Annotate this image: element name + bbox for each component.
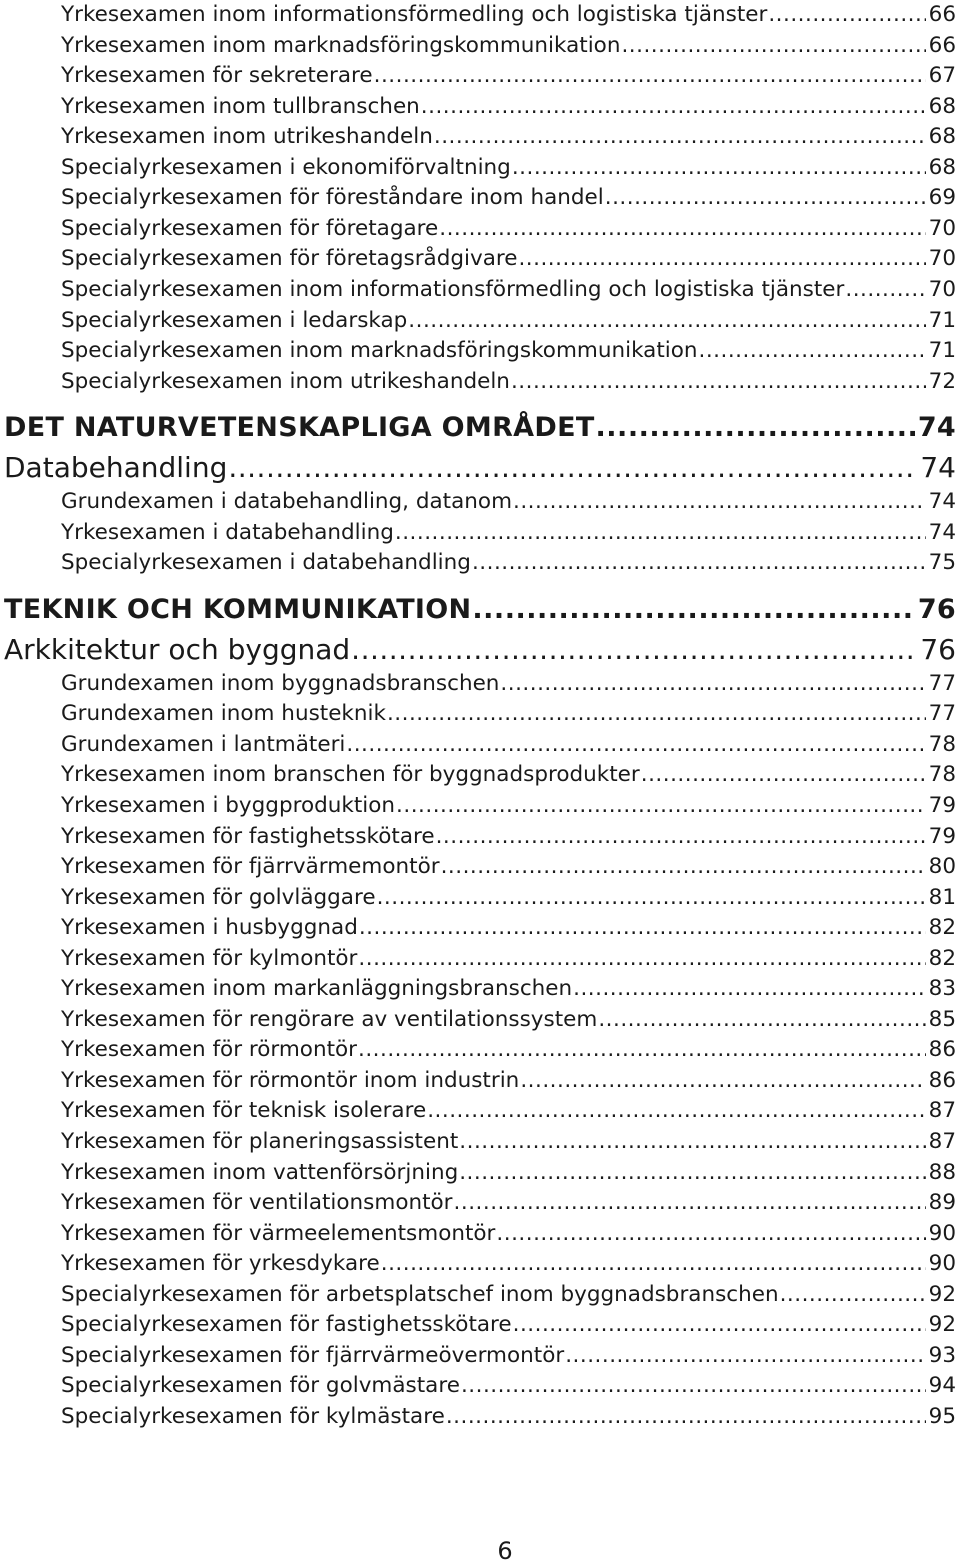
toc-entry-title: Arkkitektur och byggnad — [4, 631, 351, 669]
toc-entry-page: 75 — [928, 550, 956, 575]
toc-entry — [61, 0, 956, 30]
toc-entry-title: Yrkesexamen för fjärrvärmemontör — [61, 852, 441, 882]
toc-subsection-heading — [4, 631, 956, 669]
toc-leader-dots — [500, 669, 925, 699]
toc-entry — [61, 1127, 956, 1157]
toc-entry-title: Databehandling — [4, 449, 228, 487]
toc-entry-title: Yrkesexamen inom utrikeshandeln — [61, 122, 434, 152]
toc-entry-page: 66 — [928, 33, 956, 58]
toc-entry — [61, 1402, 956, 1432]
toc-entry-page: 80 — [928, 854, 956, 879]
toc-entry — [61, 487, 956, 517]
toc-leader-dots — [845, 275, 925, 305]
toc-leader-dots — [596, 409, 915, 447]
toc-entry-title: Yrkesexamen för rörmontör — [61, 1035, 358, 1065]
toc-entry-title: Yrkesexamen inom marknadsföringskommunikation — [61, 31, 621, 61]
toc-entry-page: 79 — [928, 793, 956, 818]
toc-entry-title: Specialyrkesexamen för golvmästare — [61, 1371, 461, 1401]
toc-entry — [61, 944, 956, 974]
toc-leader-dots — [598, 1005, 925, 1035]
toc-entry-page: 90 — [928, 1221, 956, 1246]
toc-entry-title: Yrkesexamen för rengörare av ventilationssystem — [61, 1005, 598, 1035]
toc-leader-dots — [434, 122, 926, 152]
toc-entry-title: Yrkesexamen inom vattenförsörjning — [61, 1158, 459, 1188]
toc-entry-page: 78 — [928, 762, 956, 787]
toc-entry-title: Specialyrkesexamen för fjärrvärmeövermontör — [61, 1341, 565, 1371]
toc-entry — [61, 518, 956, 548]
toc-entry-page: 78 — [928, 732, 956, 757]
toc-leader-dots — [573, 974, 926, 1004]
toc-entry — [61, 669, 956, 699]
toc-entry-page: 67 — [928, 63, 956, 88]
toc-entry-page: 77 — [928, 701, 956, 726]
toc-entry-title: Specialyrkesexamen för fastighetsskötare — [61, 1310, 513, 1340]
toc-leader-dots — [421, 92, 926, 122]
toc-entry-title: Yrkesexamen inom tullbranschen — [61, 92, 421, 122]
toc-leader-dots — [374, 61, 926, 91]
toc-entry-title: Specialyrkesexamen för arbetsplatschef inom byggnadsbranschen — [61, 1280, 780, 1310]
toc-entry-title: Specialyrkesexamen i ledarskap — [61, 306, 408, 336]
toc-entry — [61, 1249, 956, 1279]
toc-entry-page: 68 — [928, 94, 956, 119]
toc-entry — [61, 214, 956, 244]
toc-entry-page: 74 — [928, 489, 956, 514]
toc-entry-page: 90 — [928, 1251, 956, 1276]
toc-entry-title: DET NATURVETENSKAPLIGA OMRÅDET — [4, 409, 596, 447]
toc-entry — [61, 883, 956, 913]
toc-entry-title: Grundexamen i lantmäteri — [61, 730, 346, 760]
toc-entry-page: 82 — [928, 915, 956, 940]
toc-leader-dots — [358, 944, 925, 974]
toc-entry-page: 74 — [920, 451, 956, 484]
toc-entry — [61, 61, 956, 91]
toc-entry-page: 93 — [928, 1343, 956, 1368]
toc-leader-dots — [472, 548, 926, 578]
toc-leader-dots — [427, 1096, 925, 1126]
toc-entry — [61, 31, 956, 61]
toc-entry-title: Yrkesexamen i husbyggnad — [61, 913, 359, 943]
toc-entry-title: Yrkesexamen för planeringsassistent — [61, 1127, 459, 1157]
toc-leader-dots — [395, 518, 926, 548]
toc-subsection-heading — [4, 449, 956, 487]
toc-entry-title: Yrkesexamen inom informationsförmedling och logistiska tjänster — [61, 0, 768, 30]
toc-entry — [61, 367, 956, 397]
toc-leader-dots — [439, 214, 925, 244]
toc-entry-title: Yrkesexamen för yrkesdykare — [61, 1249, 381, 1279]
toc-entry-page: 86 — [928, 1037, 956, 1062]
toc-entry-page: 92 — [928, 1312, 956, 1337]
toc-leader-dots — [408, 306, 925, 336]
toc-leader-dots — [346, 730, 925, 760]
toc-entry-page: 70 — [928, 246, 956, 271]
toc-entry-title: Yrkesexamen för teknisk isolerare — [61, 1096, 427, 1126]
toc-entry — [61, 1188, 956, 1218]
toc-entry — [61, 1341, 956, 1371]
toc-entry-title: Yrkesexamen inom branschen för byggnadsprodukter — [61, 760, 641, 790]
toc-entry-title: Specialyrkesexamen för företagsrådgivare — [61, 244, 518, 274]
toc-leader-dots — [512, 153, 926, 183]
toc-entry-page: 66 — [928, 2, 956, 27]
toc-entry-title: Yrkesexamen för sekreterare — [61, 61, 374, 91]
toc-entry — [61, 822, 956, 852]
toc-entry-title: Grundexamen inom byggnadsbranschen — [61, 669, 500, 699]
toc-entry — [61, 974, 956, 1004]
toc-entry-page: 86 — [928, 1068, 956, 1093]
toc-leader-dots — [472, 591, 914, 629]
toc-leader-dots — [381, 1249, 926, 1279]
toc-entry — [61, 1158, 956, 1188]
toc-entry — [61, 699, 956, 729]
toc-entry-title: Yrkesexamen för värmeelementsmontör — [61, 1219, 496, 1249]
toc-entry-title: Grundexamen i databehandling, datanom — [61, 487, 513, 517]
toc-entry-page: 68 — [928, 155, 956, 180]
toc-entry-page: 77 — [928, 671, 956, 696]
toc-leader-dots — [496, 1219, 925, 1249]
toc-leader-dots — [228, 449, 917, 487]
toc-entry-title: Specialyrkesexamen inom informationsförmedling och logistiska tjänster — [61, 275, 845, 305]
toc-entry-page: 68 — [928, 124, 956, 149]
toc-leader-dots — [768, 0, 925, 30]
toc-entry — [61, 1219, 956, 1249]
toc-leader-dots — [351, 631, 917, 669]
toc-entry — [61, 730, 956, 760]
toc-entry-page: 83 — [928, 976, 956, 1001]
toc-leader-dots — [565, 1341, 925, 1371]
toc-entry — [61, 1005, 956, 1035]
toc-entry — [61, 1096, 956, 1126]
toc-entry-page: 79 — [928, 824, 956, 849]
toc-entry — [61, 244, 956, 274]
toc-entry-title: Specialyrkesexamen inom utrikeshandeln — [61, 367, 511, 397]
toc-leader-dots — [518, 244, 925, 274]
toc-entry-title: Yrkesexamen för rörmontör inom industrin — [61, 1066, 520, 1096]
toc-entry — [61, 760, 956, 790]
toc-entry-title: Yrkesexamen för ventilationsmontör — [61, 1188, 454, 1218]
toc-entry — [61, 275, 956, 305]
toc-entry-title: Specialyrkesexamen i databehandling — [61, 548, 472, 578]
toc-entry-page: 74 — [928, 520, 956, 545]
toc-leader-dots — [520, 1066, 925, 1096]
toc-entry — [61, 183, 956, 213]
toc-entry — [61, 336, 956, 366]
toc-leader-dots — [621, 31, 925, 61]
toc-entry — [61, 791, 956, 821]
toc-leader-dots — [359, 913, 926, 943]
toc-leader-dots — [511, 367, 926, 397]
toc-leader-dots — [459, 1158, 925, 1188]
toc-entry-title: Specialyrkesexamen för kylmästare — [61, 1402, 446, 1432]
toc-leader-dots — [605, 183, 926, 213]
toc-leader-dots — [436, 822, 926, 852]
toc-entry-page: 70 — [928, 277, 956, 302]
toc-entry-title: Yrkesexamen i byggproduktion — [61, 791, 396, 821]
toc-entry-page: 85 — [928, 1007, 956, 1032]
toc-entry — [61, 852, 956, 882]
toc-entry — [61, 1310, 956, 1340]
toc-leader-dots — [358, 1035, 926, 1065]
toc-entry-title: Specialyrkesexamen för föreståndare inom handel — [61, 183, 605, 213]
toc-entry-page: 72 — [928, 369, 956, 394]
toc-entry-title: Yrkesexamen i databehandling — [61, 518, 395, 548]
toc-entry-page: 71 — [928, 338, 956, 363]
toc-entry — [61, 913, 956, 943]
toc-section-heading — [4, 591, 956, 629]
toc-leader-dots — [446, 1402, 926, 1432]
toc-leader-dots — [513, 487, 926, 517]
toc-entry — [61, 92, 956, 122]
toc-leader-dots — [377, 883, 926, 913]
toc-leader-dots — [454, 1188, 926, 1218]
toc-entry-page: 81 — [928, 885, 956, 910]
toc-entry-page: 95 — [928, 1404, 956, 1429]
toc-leader-dots — [780, 1280, 926, 1310]
toc-leader-dots — [396, 791, 926, 821]
toc-entry-page: 87 — [928, 1098, 956, 1123]
toc-entry-page: 76 — [920, 633, 956, 666]
toc-leader-dots — [513, 1310, 926, 1340]
toc-entry-page: 87 — [928, 1129, 956, 1154]
toc-entry-page: 94 — [928, 1373, 956, 1398]
toc-leader-dots — [641, 760, 926, 790]
toc-entry-title: Specialyrkesexamen för företagare — [61, 214, 439, 244]
toc-entry — [61, 1066, 956, 1096]
toc-leader-dots — [461, 1371, 926, 1401]
toc-entry — [61, 306, 956, 336]
toc-entry-page: 92 — [928, 1282, 956, 1307]
toc-entry-title: Yrkesexamen för kylmontör — [61, 944, 358, 974]
toc-section-heading — [4, 409, 956, 447]
toc-entry-page: 69 — [928, 185, 956, 210]
page-number: 6 — [497, 1537, 513, 1565]
toc-leader-dots — [459, 1127, 925, 1157]
toc-entry-page: 88 — [928, 1160, 956, 1185]
toc-entry-page: 74 — [917, 412, 956, 443]
toc-entry-page: 89 — [928, 1190, 956, 1215]
toc-entry-title: Grundexamen inom husteknik — [61, 699, 387, 729]
toc-entry-title: Specialyrkesexamen inom marknadsföringskommunikation — [61, 336, 699, 366]
toc-entry-title: Specialyrkesexamen i ekonomiförvaltning — [61, 153, 512, 183]
toc-entry-page: 71 — [928, 308, 956, 333]
toc-entry — [61, 1280, 956, 1310]
toc-leader-dots — [387, 699, 926, 729]
toc-entry — [61, 1035, 956, 1065]
toc-entry-title: Yrkesexamen för golvläggare — [61, 883, 377, 913]
toc-entry-page: 76 — [917, 594, 956, 625]
toc-entry — [61, 122, 956, 152]
toc-entry-title: Yrkesexamen för fastighetsskötare — [61, 822, 436, 852]
toc-leader-dots — [699, 336, 926, 366]
toc-entry-title: Yrkesexamen inom markanläggningsbranschen — [61, 974, 573, 1004]
toc-entry-page: 70 — [928, 216, 956, 241]
toc-entry — [61, 153, 956, 183]
toc-entry-title: TEKNIK OCH KOMMUNIKATION — [4, 591, 472, 629]
toc-entry-page: 82 — [928, 946, 956, 971]
toc-leader-dots — [441, 852, 926, 882]
toc-entry — [61, 1371, 956, 1401]
toc-entry — [61, 548, 956, 578]
